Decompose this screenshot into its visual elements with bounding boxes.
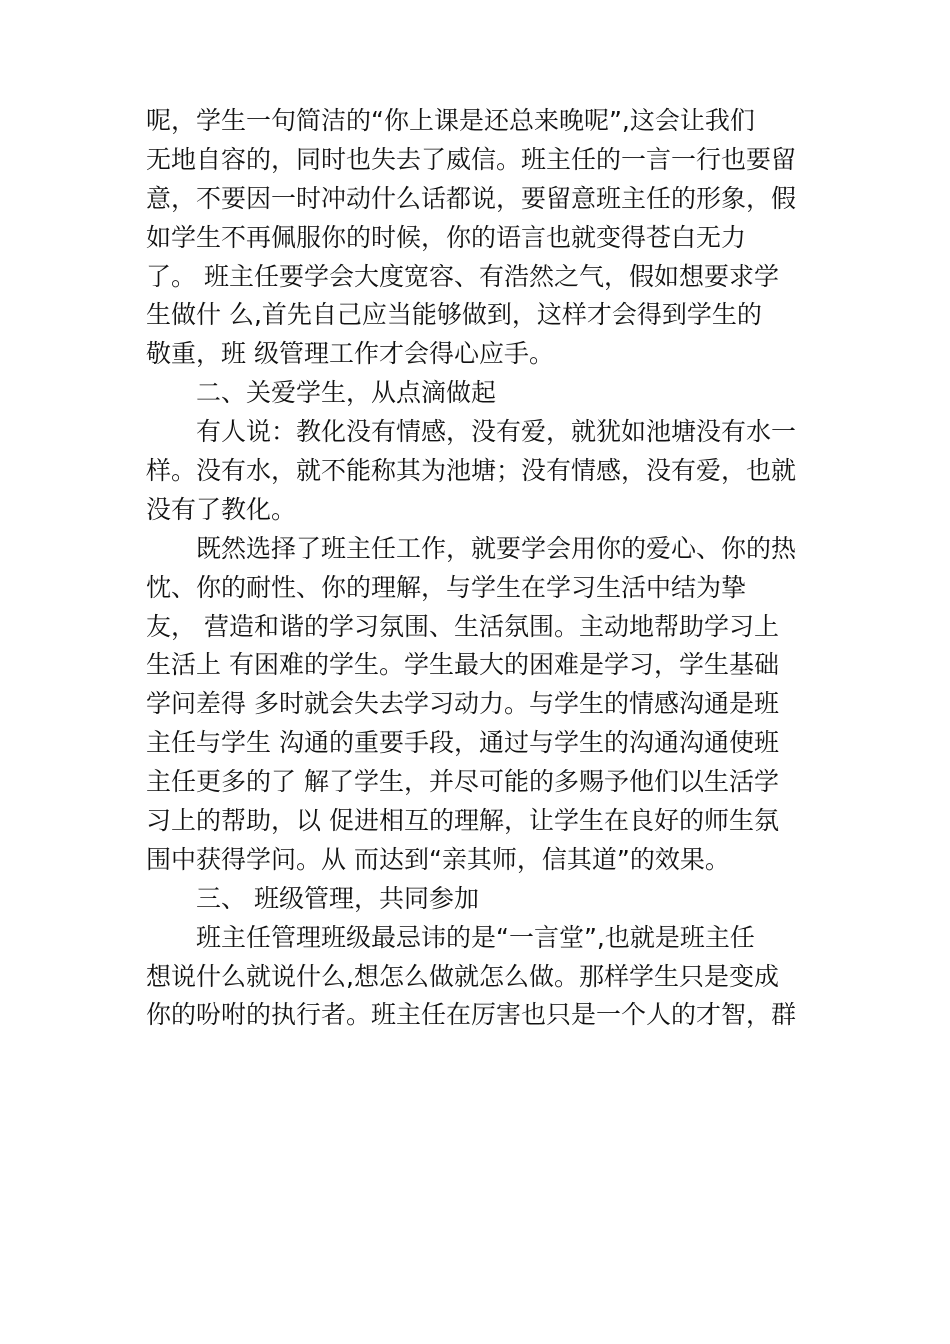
text-line: 无地自容的，同时也失去了威信。班主任的一言一行也要留 — [146, 144, 797, 174]
text-line: 意，不要因一时冲动什么话都说，要留意班主任的形象，假 — [146, 183, 797, 213]
section-heading: 二、关爱学生，从点滴做起 — [196, 378, 497, 408]
text-line: 主任更多的了 解了学生，并尽可能的多赐予他们以生活学 — [146, 767, 779, 797]
text-line: 既然选择了班主任工作，就要学会用你的爱心、你的热 — [196, 533, 797, 563]
body-text — [146, 102, 826, 1035]
text-line: 敬重，班 级管理工作才会得心应手。 — [146, 339, 554, 369]
text-line: 没有了教化。 — [146, 494, 297, 524]
text-line: 了。 班主任要学会大度宽容、有浩然之气，假如想要求学 — [146, 261, 779, 291]
text-line: 围中获得学问。从 而达到“亲其师，信其道”的效果。 — [146, 844, 730, 874]
text-line: 想说什么就说什么,想怎么做就怎么做。那样学生只是变成 — [146, 961, 779, 991]
text-line: 呢，学生一句简洁的“你上课是还总来晚呢”,这会让我们 — [146, 106, 755, 135]
text-line: 有人说：教化没有情感，没有爱，就犹如池塘没有水一 — [196, 417, 797, 447]
text-line: 如学生不再佩服你的时候，你的语言也就变得苍白无力 — [146, 222, 747, 252]
text-line: 习上的帮助，以 促进相互的理解，让学生在良好的师生氛 — [146, 806, 779, 836]
text-line: 班主任管理班级最忌讳的是“一言堂”,也就是班主任 — [196, 922, 755, 952]
section-heading: 三、 班级管理，共同参加 — [196, 883, 479, 913]
text-line: 忱、你的耐性、你的理解，与学生在学习生活中结为挚 — [146, 572, 747, 602]
text-line: 主任与学生 沟通的重要手段，通过与学生的沟通沟通使班 — [146, 728, 779, 758]
text-line: 学问差得 多时就会失去学习动力。与学生的情感沟通是班 — [146, 689, 779, 719]
text-line: 生活上 有困难的学生。学生最大的困难是学习，学生基础 — [146, 650, 779, 680]
text-line: 你的吩咐的执行者。班主任在厉害也只是一个人的才智，群 — [146, 1000, 797, 1030]
text-line: 友， 营造和谐的学习氛围、生活氛围。主动地帮助学习上 — [146, 611, 779, 641]
text-line: 样。没有水，就不能称其为池塘；没有情感，没有爱，也就 — [146, 456, 797, 486]
text-line: 生做什 么,首先自己应当能够做到，这样才会得到学生的 — [146, 300, 762, 330]
